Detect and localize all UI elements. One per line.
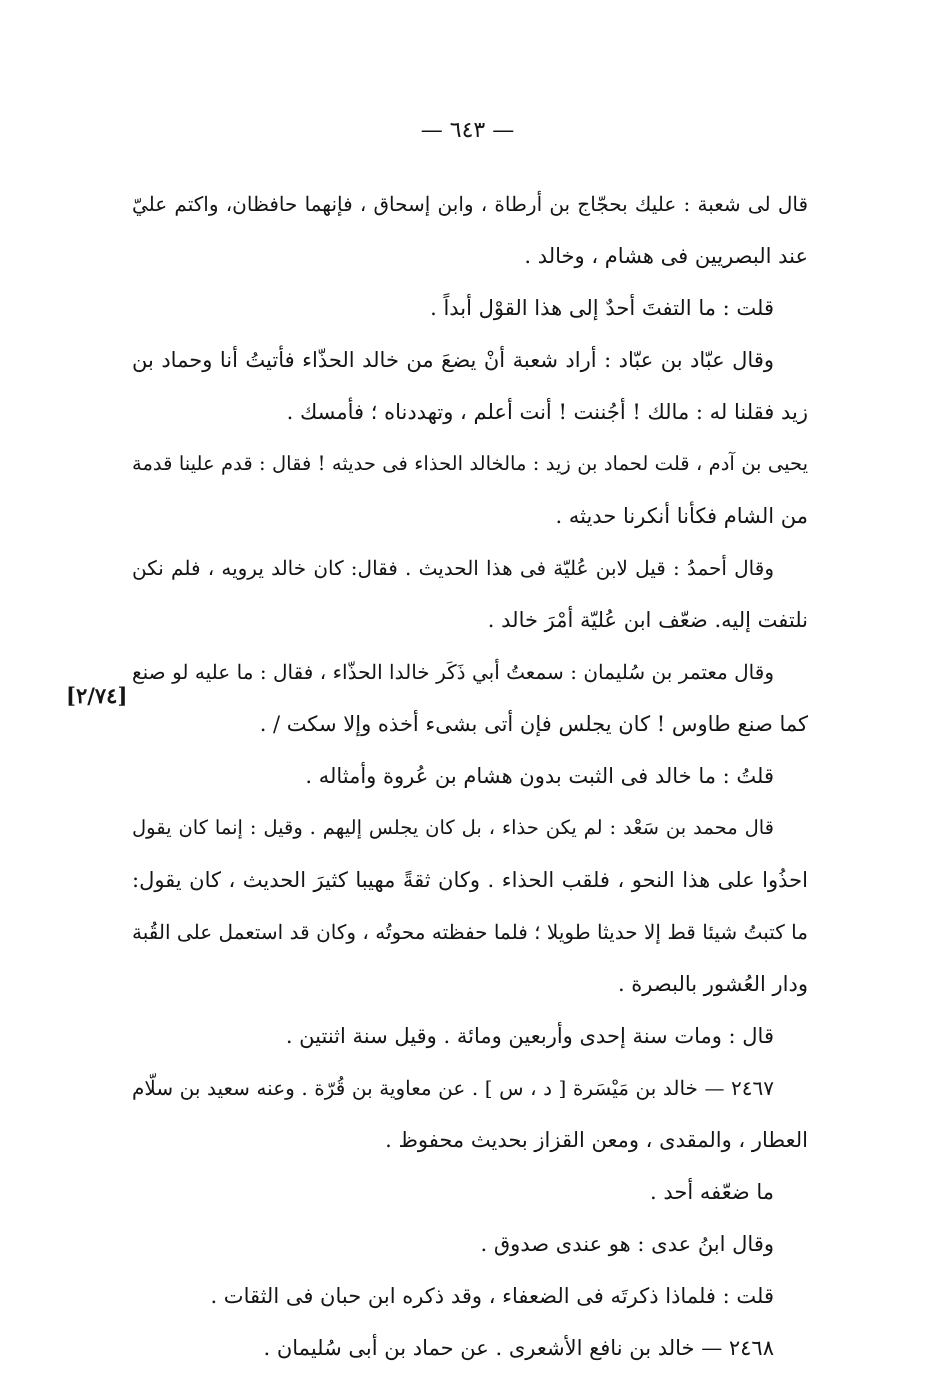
text-line: قال محمد بن سَعْد : لم يكن حذاء ، بل كان يجلس إليهم . وقيل : إنما كان يقول <box>132 816 774 839</box>
text-line: يحيى بن آدم ، قلت لحماد بن زيد : مالخالد الحذاء فى حديثه ! فقال : قدم علينا قدمة <box>132 452 808 475</box>
text-line: ٢٤٦٧ — خالد بن مَيْسَرة [ د ، س ] . عن معاوية بن قُرّة . وعنه سعيد بن سلّام <box>132 1076 774 1100</box>
text-line: ودار العُشور بالبصرة . <box>617 972 808 996</box>
text-line: ما ضعّفه أحد . <box>649 1180 774 1204</box>
text-block <box>132 178 808 1374</box>
text-line: احذُوا على هذا النحو ، فلقب الحذاء . وكان ثقةً مهيبا كثيرَ الحديث ، كان يقول: <box>132 868 808 892</box>
text-line: قلتُ : ما خالد فى الثبت بدون هشام بن عُروة وأمثاله . <box>305 764 774 788</box>
margin-reference: [٢/٧٤] <box>66 683 128 708</box>
text-line: ٢٤٦٨ — خالد بن نافع الأشعرى . عن حماد بن أبى سُليمان . <box>263 1336 774 1360</box>
text-line: من الشام فكأنا أنكرنا حديثه . <box>555 504 808 528</box>
text-line: زيد فقلنا له : مالك ! أجُننت ! أنت أعلم ، وتهددناه ؛ فأمسك . <box>286 400 808 424</box>
text-line: ما كتبتُ شيئا قط إلا حديثا طويلا ؛ فلما حفظته محوتُه ، وكان قد استعمل على القُبة <box>132 920 808 944</box>
text-line: كما صنع طاوس ! كان يجلس فإن أتى بشىء أخذه وإلا سكت / . <box>259 712 808 736</box>
text-line: قلت : ما التفتَ أحدٌ إلى هذا القوْل أبداً . <box>430 296 774 320</box>
text-line: قال لى شعبة : عليك بحجّاج بن أرطاة ، وابن إسحاق ، فإنهما حافظان، واكتم عليّ <box>132 192 809 216</box>
text-line: وقال عبّاد بن عبّاد : أراد شعبة أنْ يضعَ من خالد الحذّاء فأتيتُ أنا وحماد بن <box>132 348 774 372</box>
text-line: عند البصريين فى هشام ، وخالد . <box>524 244 808 268</box>
text-line: وقال معتمر بن سُليمان : سمعتُ أبي ذَكَر خالدا الحذّاء ، فقال : ما عليه لو صنع <box>132 660 774 684</box>
text-line: قال : ومات سنة إحدى وأربعين ومائة . وقيل سنة اثنتين . <box>285 1024 774 1048</box>
text-line: قلت : فلماذا ذكرتَه فى الضعفاء ، وقد ذكره ابن حبان فى الثقات . <box>210 1284 774 1308</box>
page-number: — ٦٤٣ — <box>420 118 515 143</box>
text-line: وقال ابنُ عدى : هو عندى صدوق . <box>480 1232 774 1256</box>
text-line: نلتفت إليه. ضعّف ابن عُليّة أمْرَ خالد . <box>487 608 808 632</box>
text-line: وقال أحمدُ : قيل لابن عُليّة فى هذا الحديث . فقال: كان خالد يرويه ، فلم نكن <box>132 556 774 580</box>
text-line: العطار ، والمقدى ، ومعن القزاز بحديث محفوظ . <box>385 1128 808 1152</box>
